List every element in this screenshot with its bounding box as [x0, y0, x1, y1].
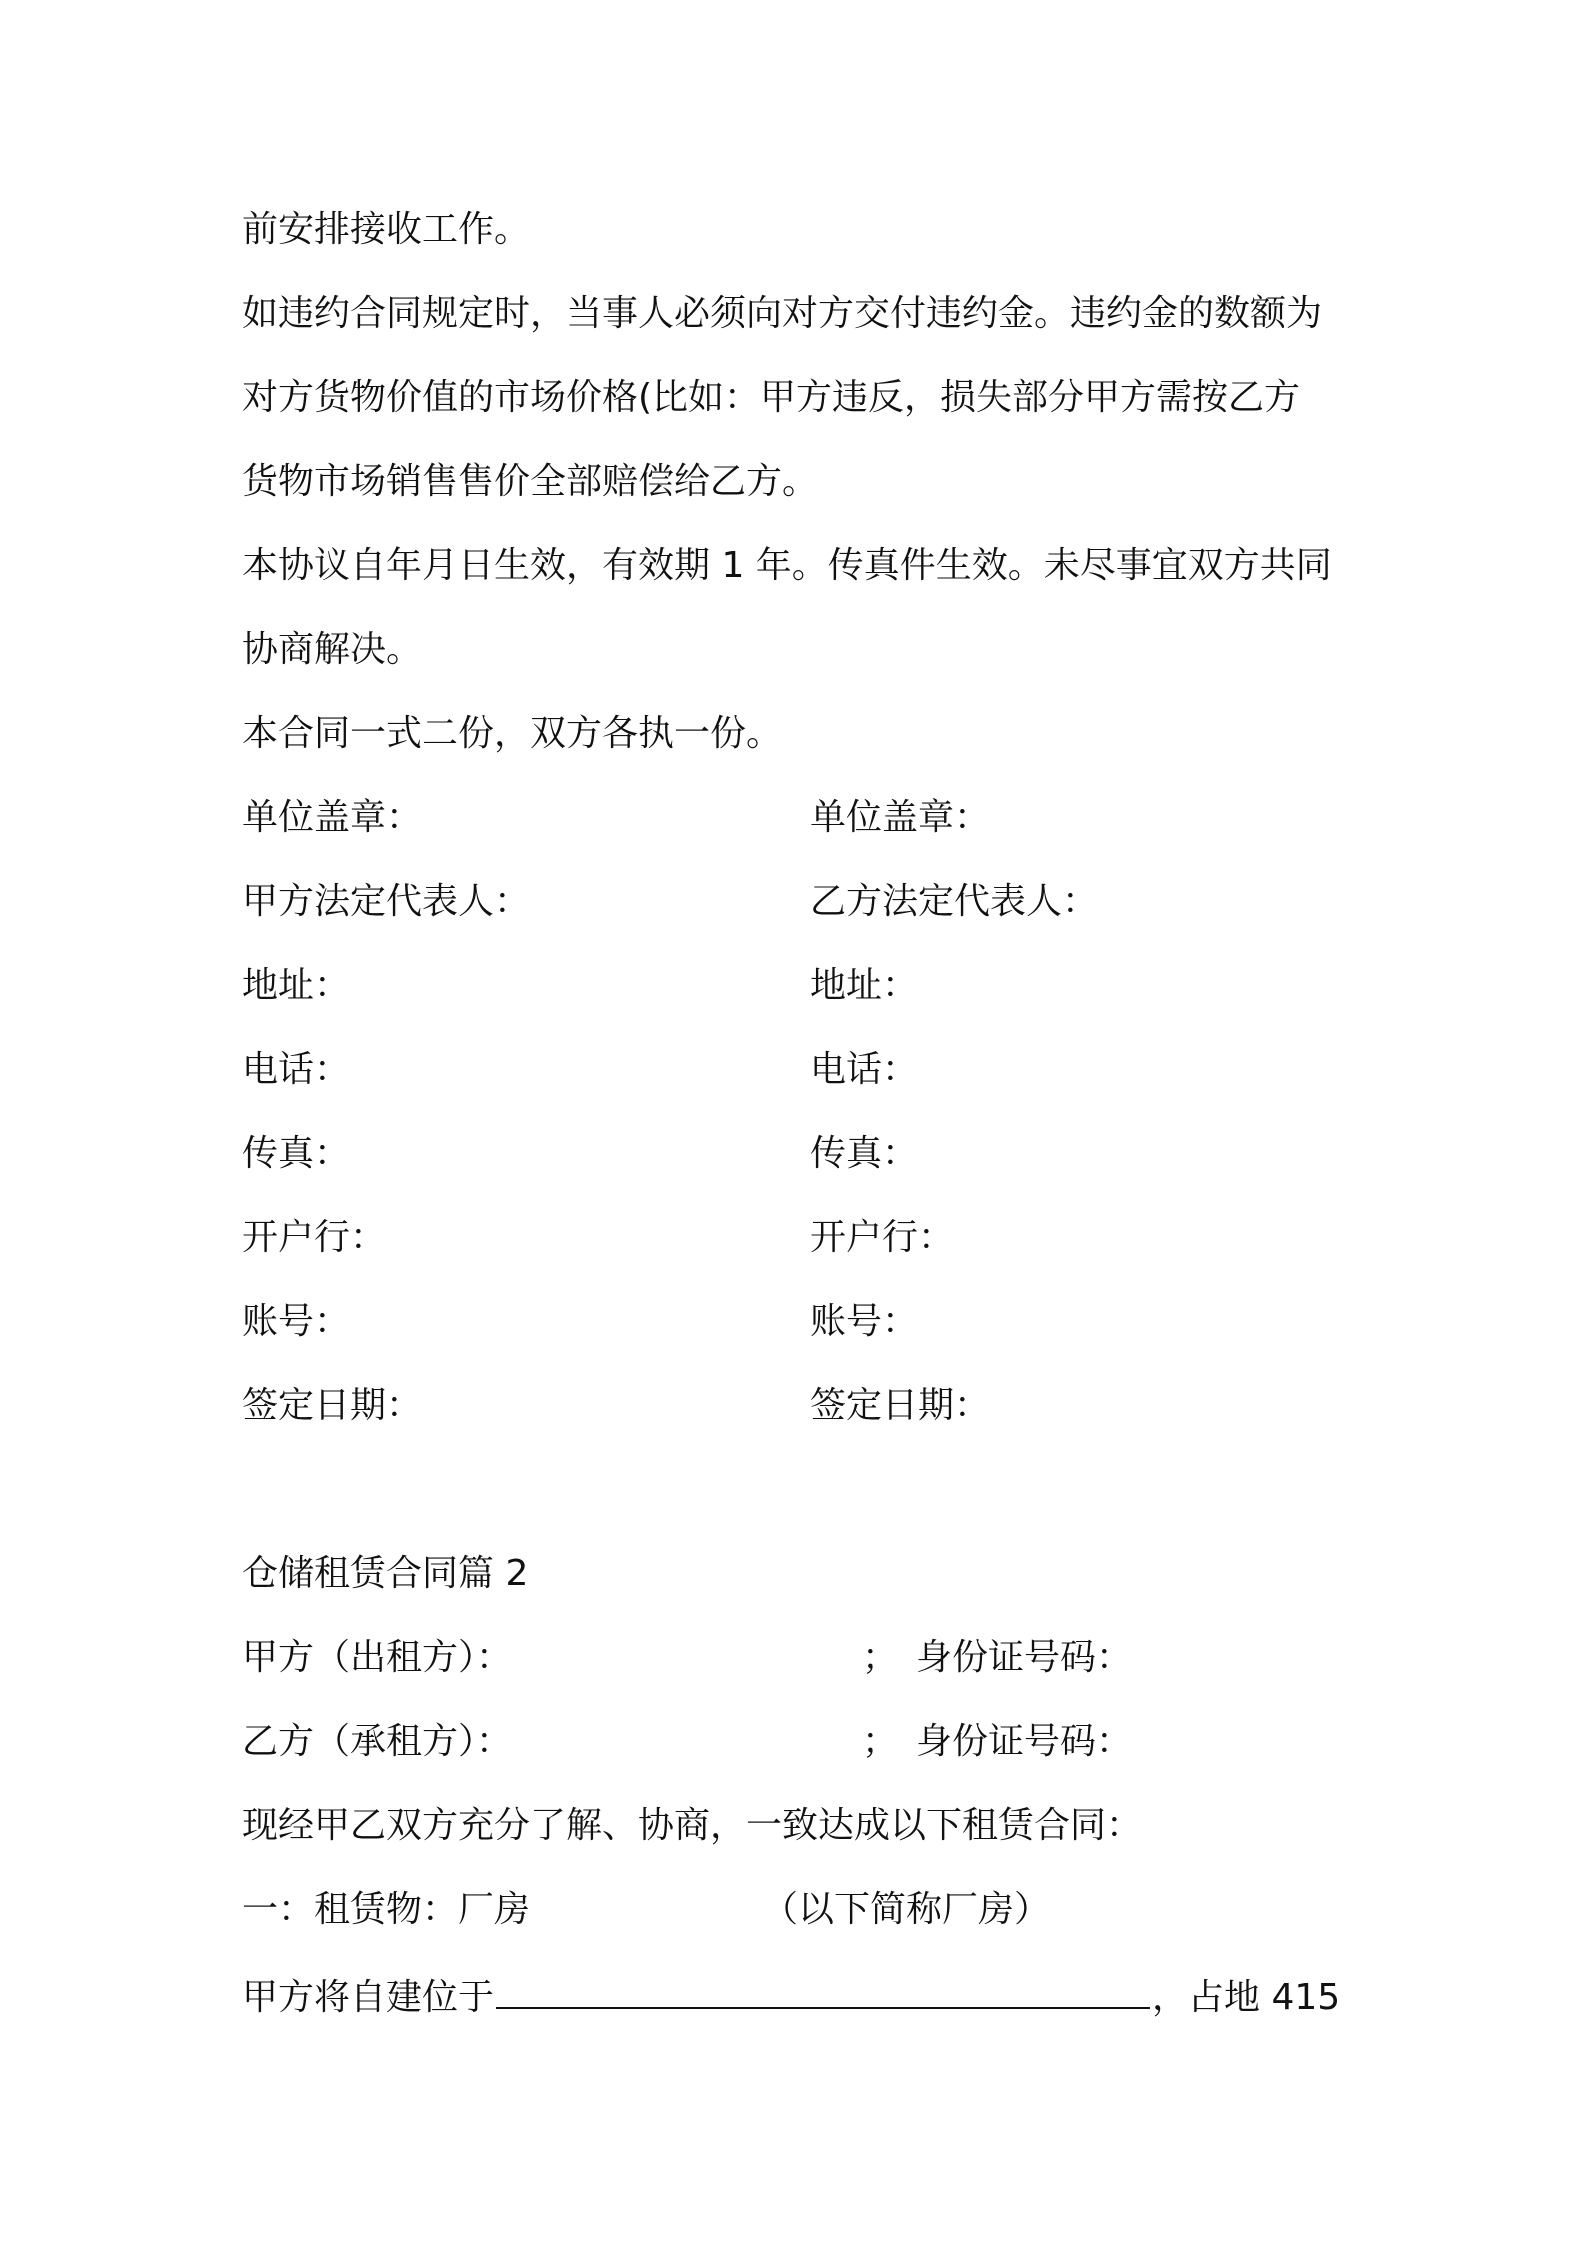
party-b-account-label: 账号： — [810, 1301, 919, 1342]
party-a-lessor-label: 甲方（出租方）： — [242, 1637, 513, 1678]
semicolon: ； — [862, 1721, 899, 1762]
contract-intro: 现经甲乙双方充分了解、协商，一致达成以下租赁合同： — [242, 1805, 1143, 1846]
party-a-fax-label: 传真： — [242, 1133, 351, 1174]
party-b-date-label: 签定日期： — [810, 1385, 991, 1426]
party-a-seal-label: 单位盖章： — [242, 797, 423, 838]
paragraph-line: 前安排接收工作。 — [242, 209, 531, 250]
lease-item-1: 一：租赁物：厂房 — [242, 1889, 531, 1930]
location-blank-field — [496, 1977, 1150, 2009]
party-b-bank-label: 开户行： — [810, 1217, 955, 1258]
section-heading: 仓储租赁合同篇 2 — [242, 1553, 529, 1594]
location-clause-end: ，占地 415 — [1152, 1977, 1341, 2018]
party-a-phone-label: 电话： — [242, 1049, 351, 1090]
party-b-lessee-label: 乙方（承租方）： — [242, 1721, 513, 1762]
party-a-id-label: 身份证号码： — [916, 1637, 1133, 1678]
location-clause — [242, 1976, 1340, 2020]
lease-item-1-note: （以下简称厂房） — [762, 1889, 1051, 1930]
party-b-fax-label: 传真： — [810, 1133, 919, 1174]
paragraph-line: 货物市场销售售价全部赔偿给乙方。 — [242, 461, 819, 502]
party-b-phone-label: 电话： — [810, 1049, 919, 1090]
semicolon: ； — [862, 1637, 899, 1678]
party-b-address-label: 地址： — [810, 965, 919, 1006]
party-a-bank-label: 开户行： — [242, 1217, 387, 1258]
paragraph-line: 本合同一式二份，双方各执一份。 — [242, 713, 783, 754]
party-a-date-label: 签定日期： — [242, 1385, 423, 1426]
paragraph-line: 如违约合同规定时，当事人必须向对方交付违约金。违约金的数额为 — [242, 293, 1323, 334]
party-b-rep-label: 乙方法定代表人： — [810, 881, 1099, 922]
paragraph-line: 协商解决。 — [242, 629, 423, 670]
location-clause-start: 甲方将自建位于 — [242, 1977, 495, 2018]
party-a-account-label: 账号： — [242, 1301, 351, 1342]
party-b-seal-label: 单位盖章： — [810, 797, 991, 838]
party-b-id-label: 身份证号码： — [916, 1721, 1133, 1762]
paragraph-line: 对方货物价值的市场价格(比如：甲方违反，损失部分甲方需按乙方 — [242, 377, 1301, 418]
party-a-address-label: 地址： — [242, 965, 351, 1006]
party-a-rep-label: 甲方法定代表人： — [242, 881, 531, 922]
paragraph-line: 本协议自年月日生效，有效期 1 年。传真件生效。未尽事宜双方共同 — [242, 545, 1332, 586]
